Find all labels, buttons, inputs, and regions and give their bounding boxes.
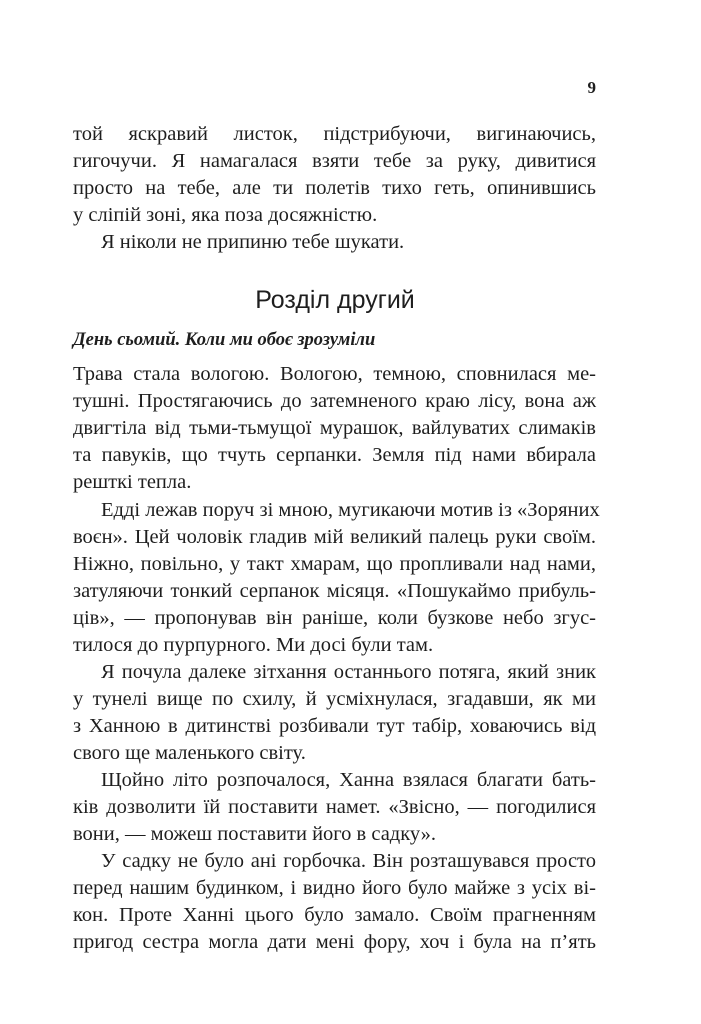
text-line: затуляючи тонкий серпанок місяця. «Пошукаймо прибуль-: [73, 580, 596, 602]
text-line: просто на тебе, але ти полетів тихо геть, опинившись: [73, 177, 596, 199]
text-line: Щойно літо розпочалося, Ханна взялася благати бать-: [101, 769, 596, 791]
text-line: вони, — можеш поставити його в садку».: [73, 823, 437, 845]
text-line: двигтіла від тьми-тьмущої мурашок, вайлуватих слимаків: [73, 417, 596, 439]
text-line: тилося до пурпурного. Ми досі були там.: [73, 634, 434, 656]
text-line: кон. Проте Ханні цього було замало. Своїм прагненням: [73, 904, 596, 926]
text-line: той яскравий листок, підстрибуючи, вигинаючись,: [73, 123, 596, 145]
text-line: ців», — пропонував він раніше, коли бузкове небо згус-: [73, 607, 596, 629]
text-line: Трава стала вологою. Вологою, темною, сповнилася ме-: [73, 363, 596, 385]
text-line: решткі тепла.: [73, 471, 192, 493]
text-line: ків дозволити їй поставити намет. «Звісно, — погодилися: [73, 796, 596, 818]
text-line: у сліпій зоні, яка поза досяжністю.: [73, 204, 378, 226]
section-subtitle: День сьомий. Коли ми обоє зрозуміли: [73, 330, 376, 350]
text-line: тушні. Простягаючись до затемненого краю лісу, вона аж: [73, 390, 596, 412]
text-line: воєн». Цей чоловік гладив мій великий палець руки своїм.: [73, 526, 596, 548]
text-line: Я почула далеке зітхання останнього потяга, який зник: [101, 661, 596, 683]
text-line: Едді лежав поруч зі мною, мугикаючи мотив із «Зоряних: [101, 499, 600, 521]
page-number: 9: [587, 78, 596, 97]
text-line: перед нашим будинком, і видно його було майже з усіх ві-: [73, 877, 596, 899]
text-line: з Ханною в дитинстві розбивали тут табір, ховаючись від: [73, 715, 596, 737]
text-line: Ніжно, повільно, у такт хмарам, що пропливали над нами,: [73, 553, 596, 575]
text-line: У садку не було ані горбочка. Він розташувався просто: [101, 850, 596, 872]
text-line: у тунелі вище по схилу, й усміхнулася, згадавши, як ми: [73, 688, 596, 710]
text-line: Я ніколи не припиню тебе шукати.: [101, 231, 405, 253]
text-line: пригод сестра могла дати мені фору, хоч і була на п’ять: [73, 931, 596, 953]
text-line: свого ще маленького світу.: [73, 742, 306, 764]
chapter-title: Розділ другий: [255, 286, 415, 314]
text-line: гигочучи. Я намагалася взяти тебе за руку, дивитися: [73, 150, 596, 172]
text-line: та павуків, що тчуть серпанки. Земля під нами вбирала: [73, 444, 596, 466]
